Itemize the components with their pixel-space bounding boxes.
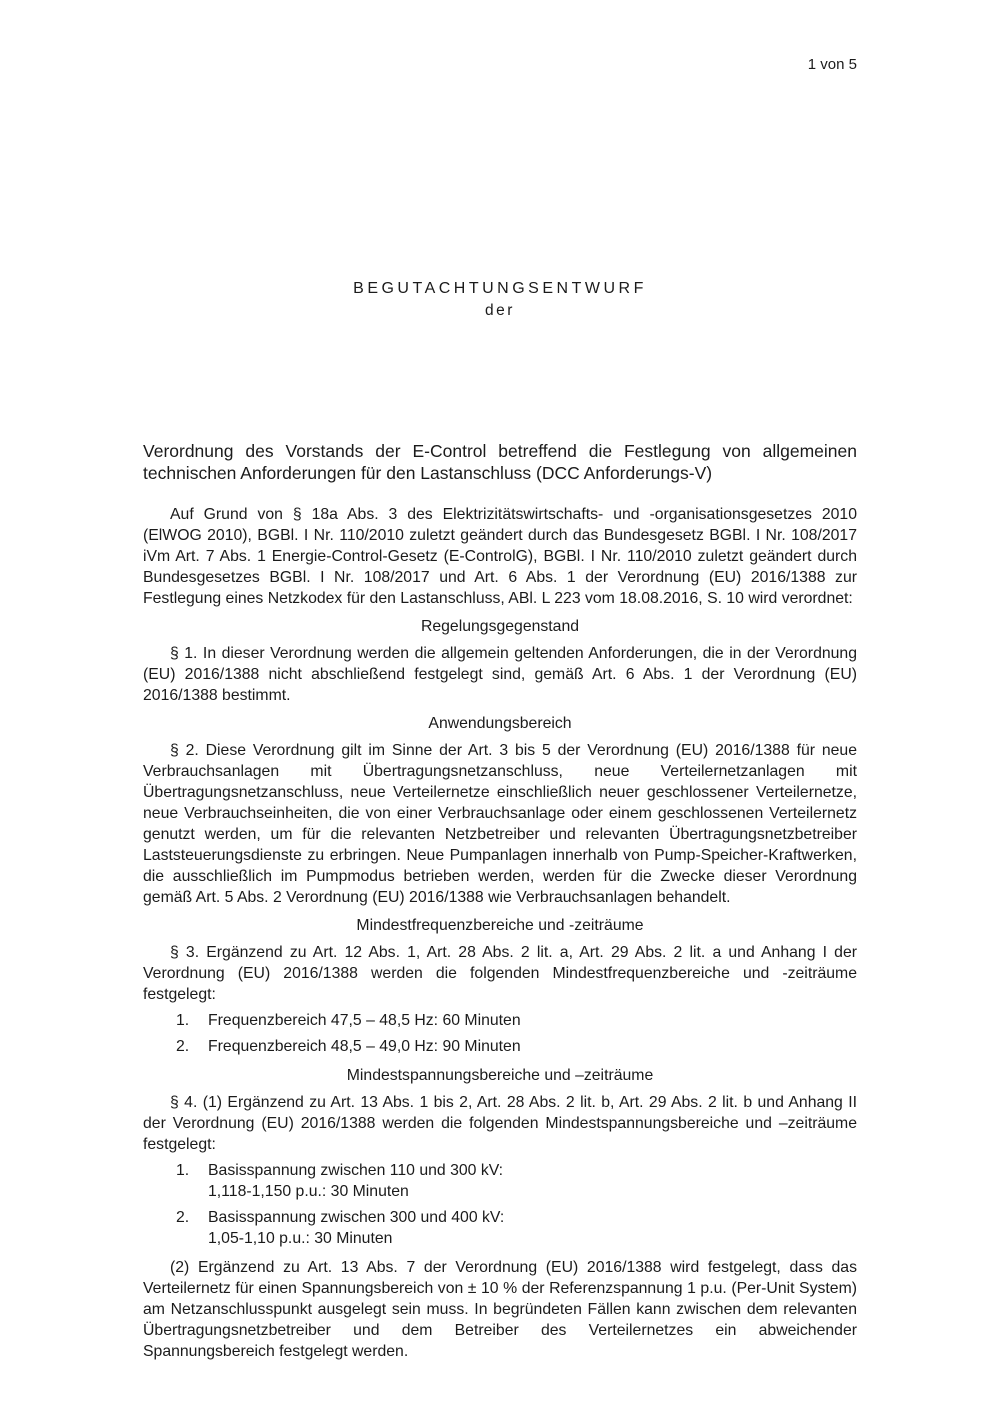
list-item-text: Frequenzbereich 47,5 – 48,5 Hz: 60 Minuten xyxy=(208,1012,521,1029)
voltage-range-list xyxy=(143,1160,857,1249)
section-4-paragraph-1: § 4. (1) Ergänzend zu Art. 13 Abs. 1 bis 2, Art. 28 Abs. 2 lit. b, Art. 29 Abs. 2 lit. b und Anhang II der Verordnung (EU) 2016/1388 werden die folgenden Mindestspannungsbereiche und –zeiträume festgelegt: xyxy=(143,1094,857,1153)
list-item-number: 1. xyxy=(176,1162,190,1179)
section-3-paragraph: § 3. Ergänzend zu Art. 12 Abs. 1, Art. 28 Abs. 2 lit. a, Art. 29 Abs. 2 lit. a und Anhang I der Verordnung (EU) 2016/1388 werden die folgenden Mindestfrequenzbereiche und -zeiträume festgelegt: xyxy=(143,944,857,1003)
document-content xyxy=(143,441,857,1367)
list-item xyxy=(176,1036,857,1057)
list-item-number: 2. xyxy=(176,1209,190,1226)
preamble-paragraph: Auf Grund von § 18a Abs. 3 des Elektrizitätswirtschafts- und -organisationsgesetzes 2010 (ElWOG 2010), BGBl. I Nr. 110/2010 zuletzt geändert durch das Bundesgesetz BGBl. I Nr. 108/2017 iVm Art. 7 Abs. 1 Energie-Control-Gesetz (E-ControlG), BGBl. I Nr. 110/2010 zuletzt geändert durch Bundesgesetzes BGBl. I Nr. 108/2017 und Art. 6 Abs. 1 der Verordnung (EU) 2016/1388 zur Festlegung eines Netzkodex für den Lastanschluss, ABl. L 223 vom 18.08.2016, S. 10 wird verordnet: xyxy=(143,506,857,607)
section-heading-mindestfrequenzbereiche: Mindestfrequenzbereiche und -zeiträume xyxy=(356,917,644,934)
list-item xyxy=(176,1010,857,1031)
section-1-paragraph: § 1. In dieser Verordnung werden die allgemein geltenden Anforderungen, die in der Verordnung (EU) 2016/1388 nicht abschließend festgelegt sind, gemäß Art. 6 Abs. 1 der Verordnung (EU) 2016/1388 bestimmt. xyxy=(143,645,857,704)
section-heading-mindestspannungsbereiche: Mindestspannungsbereiche und –zeiträume xyxy=(346,1067,654,1084)
list-item-number: 1. xyxy=(176,1012,190,1029)
section-2-paragraph: § 2. Diese Verordnung gilt im Sinne der Art. 3 bis 5 der Verordnung (EU) 2016/1388 für neue Verbrauchsanlagen mit Übertragungsnetzanschluss, neue Verteilernetzanlagen mit Übertragungsnetzanschluss, neue Verteilernetze einschließlich neuer geschlossener Verteilernetze, neue Verbrauchseinheiten, die von einer Verbrauchsanlage oder einem geschlossenen Verteilernetz genutzt werden, um für die relevanten Netzbetreiber und relevanten Übertragungsnetzbetreiber Laststeuerungsdienste zu erbringen. Neue Pumpanlagen innerhalb von Pump-Speicher-Kraftwerken, die ausschließlich im Pumpmodus betrieben werden, werden für die Zwecke dieser Verordnung gemäß Art. 5 Abs. 2 Verordnung (EU) 2016/1388 wie Verbrauchsanlagen behandelt. xyxy=(143,742,857,906)
draft-header xyxy=(0,279,1000,320)
section-heading-regelungsgegenstand: Regelungsgegenstand xyxy=(420,618,580,635)
frequency-range-list xyxy=(143,1010,857,1057)
list-item-subtext: 1,05-1,10 p.u.: 30 Minuten xyxy=(208,1230,393,1247)
section-heading-anwendungsbereich: Anwendungsbereich xyxy=(428,715,572,732)
document-title: Verordnung des Vorstands der E-Control betreffend die Festlegung von allgemeinen technischen Anforderungen für den Lastanschluss (DCC Anforderungs-V) xyxy=(143,441,857,483)
section-4-paragraph-2: (2) Ergänzend zu Art. 13 Abs. 7 der Verordnung (EU) 2016/1388 wird festgelegt, dass das Verteilernetz für einen Spannungsbereich von ± 10 % der Referenzspannung 1 p.u. (Per-Unit System) am Netzanschlusspunkt ausgelegt sein muss. In begründeten Fällen kann zwischen dem relevanten Übertragungsnetzbetreiber und dem Betreiber des Verteilernetzes ein abweichender Spannungsbereich festgelegt werden. xyxy=(143,1259,857,1360)
page-number: 1 von 5 xyxy=(807,56,857,73)
list-item-text: Basisspannung zwischen 300 und 400 kV: xyxy=(208,1209,505,1226)
list-item xyxy=(176,1207,857,1249)
draft-article-label: der xyxy=(485,302,515,319)
list-item-number: 2. xyxy=(176,1038,190,1055)
list-item xyxy=(176,1160,857,1202)
list-item-text: Frequenzbereich 48,5 – 49,0 Hz: 90 Minuten xyxy=(208,1038,521,1055)
draft-type-label: BEGUTACHTUNGSENTWURF xyxy=(353,280,647,297)
list-item-subtext: 1,118-1,150 p.u.: 30 Minuten xyxy=(208,1183,409,1200)
list-item-text: Basisspannung zwischen 110 und 300 kV: xyxy=(208,1162,504,1179)
